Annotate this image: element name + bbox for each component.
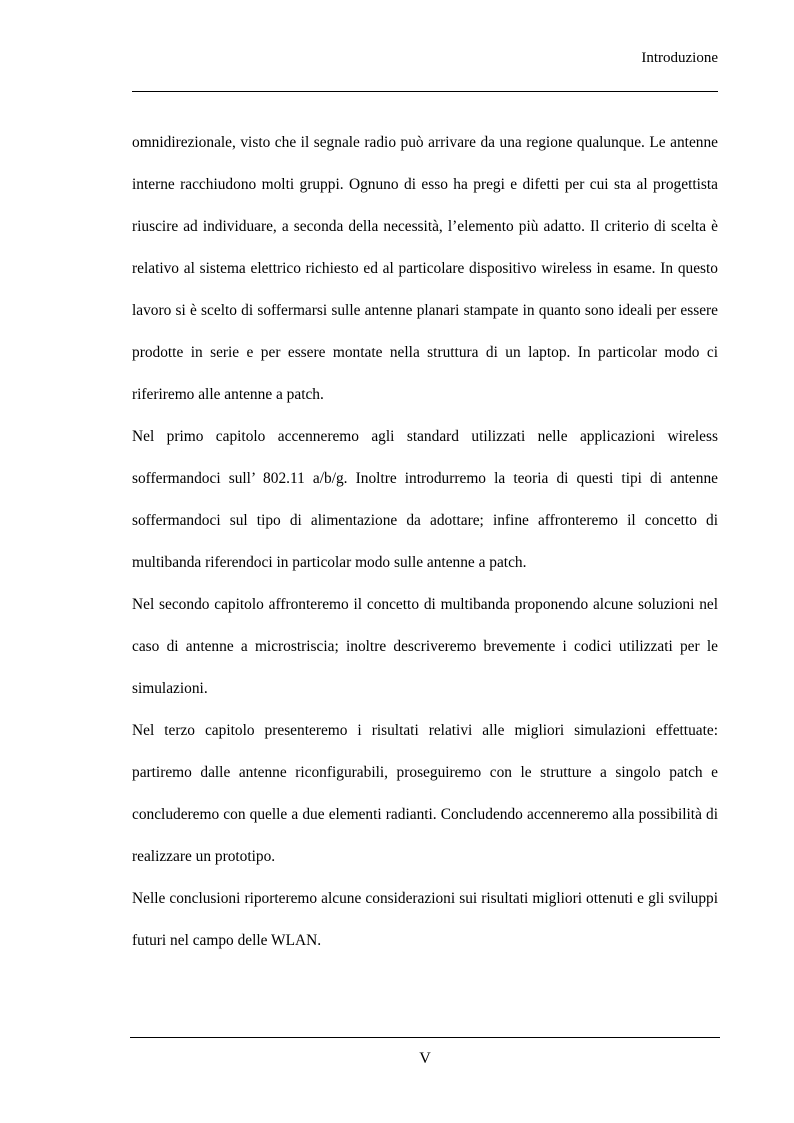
page-header [132, 48, 718, 68]
paragraph: Nelle conclusioni riporteremo alcune considerazioni sui risultati migliori ottenuti e gli sviluppi futuri nel campo delle WLAN. [132, 890, 718, 949]
page-number: V [419, 1050, 431, 1067]
paragraph: Nel primo capitolo accenneremo agli standard utilizzati nelle applicazioni wireless soffermandoci sull’ 802.11 a/b/g. Inoltre introdurremo la teoria di questi tipi di antenne soffermandoci sul tipo di alimentazione da adottare; infine affronteremo il concetto di multibanda riferendoci in particolar modo sulle antenne a patch. [132, 428, 718, 571]
paragraph: Nel terzo capitolo presenteremo i risultati relativi alle migliori simulazioni effettuate: partiremo dalle antenne riconfigurabili, proseguiremo con le strutture a singolo patch e concluderemo con quelle a due elementi radianti. Concludendo accenneremo alla possibilità di realizzare un prototipo. [132, 722, 718, 865]
paragraph: Nel secondo capitolo affronteremo il concetto di multibanda proponendo alcune soluzioni nel caso di antenne a microstriscia; inoltre descriveremo brevemente i codici utilizzati per le simulazioni. [132, 596, 718, 697]
footer-divider [130, 1037, 720, 1038]
paragraph: omnidirezionale, visto che il segnale radio può arrivare da una regione qualunque. Le antenne interne racchiudono molti gruppi. Ognuno di esso ha pregi e difetti per cui sta al progettista riuscire ad individuare, a seconda della necessità, l’elemento più adatto. Il criterio di scelta è relativo al sistema elettrico richiesto ed al particolare dispositivo wireless in esame. In questo lavoro si è scelto di soffermarsi sulle antenne planari stampate in quanto sono ideali per essere prodotte in serie e per essere montate nella struttura di un laptop. In particolar modo ci riferiremo alle antenne a patch. [132, 134, 718, 403]
header-divider [132, 91, 718, 92]
header-title: Introduzione [641, 50, 718, 66]
body-text [132, 122, 718, 962]
